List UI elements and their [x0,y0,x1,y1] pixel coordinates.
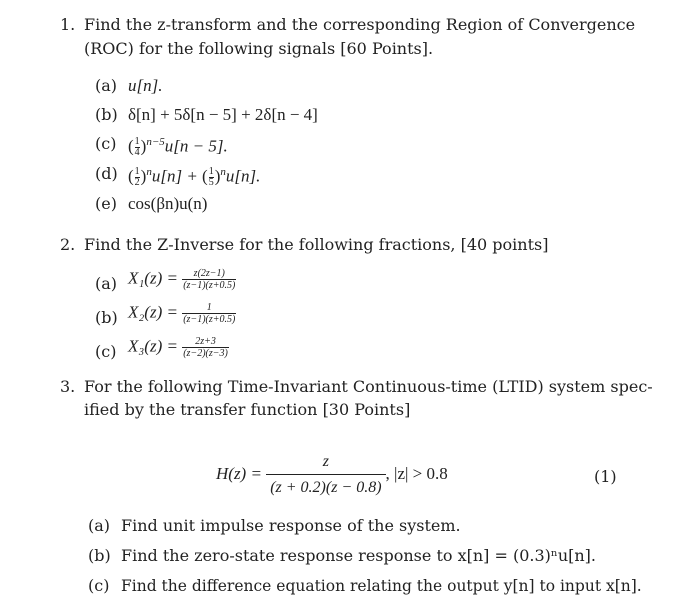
q1d-label: (d) [95,164,118,183]
q1e-label: (e) [95,194,117,213]
q1-number: 1. [60,15,76,34]
q1d-fraction-1: $\frac{1}{2}$ [134,166,140,189]
q3-transfer-function: H(z) = $\frac{z}{(z + 0.2)(z - 0.8)}$ , |z| > 0.8 [216,453,448,496]
q1c-fraction: $\frac{1}{4}$ [134,136,140,159]
q3c-text: Find the difference equation relating the output y[n] to input x[n]. [121,577,642,595]
q3-tf-fraction: $\frac{z}{(z + 0.2)(z - 0.8)}$ [266,452,385,498]
q3-number: 3. [60,377,76,396]
q1d-fraction-2: $\frac{1}{5}$ [208,166,214,189]
q1d-expr: ( $\frac{1}{2}$ )$^n$u[n] + ( $\frac{1}{5}$ )$^n$u[n]. [128,166,261,189]
q2c-fraction: $\frac{2z+3}{(z-2)(z-3)}$ [183,336,228,359]
q1-text-line2: (ROC) for the following signals [60 Points]. [84,39,434,58]
q2b-expr: X₂(z) = $\frac{1}{(z-1)(z+0.5)}$ [128,302,236,325]
q2b-fraction: $\frac{1}{(z-1)(z+0.5)}$ [183,302,236,325]
q3a-label: (a) [88,516,111,535]
q2-text-line1: Find the Z-Inverse for the following fractions, [40 points] [84,235,549,254]
q1c-expr: ( $\frac{1}{4}$ )$^{n-5}$u[n − 5]. [128,136,228,159]
q3-text-line1: For the following Time-Invariant Continuous-time (LTID) system spec- [84,377,653,396]
q3a-text: Find unit impulse response of the system. [121,516,461,535]
equation-number: (1) [594,467,617,486]
q2a-label: (a) [95,274,118,293]
q3b-label: (b) [88,546,111,565]
q3-text-line2: ified by the transfer function [30 Points] [84,400,411,419]
q1b-label: (b) [95,105,118,124]
q2c-expr: X₃(z) = $\frac{2z+3}{(z-2)(z-3)}$ [128,336,228,359]
q1b-expr: δ[n] + 5δ[n − 5] + 2δ[n − 4] [128,105,318,124]
q2a-fraction: $\frac{z(2z-1)}{(z-1)(z+0.5)}$ [183,268,236,291]
q1a-label: (a) [95,76,118,95]
q2a-expr: X₁(z) = $\frac{z(2z-1)}{(z-1)(z+0.5)}$ [128,268,236,291]
q3b-text: Find the zero-state response response to x[n] = (0.3)ⁿu[n]. [121,546,597,565]
q2c-label: (c) [95,342,117,361]
q1e-expr: cos(βn)u(n) [128,194,208,213]
q3c-label: (c) [88,576,110,595]
q1a-expr: u[n]. [128,76,163,95]
q1c-label: (c) [95,134,117,153]
q2-number: 2. [60,235,76,254]
q2b-label: (b) [95,308,118,327]
q1-text-line1: Find the z-transform and the corresponding Region of Convergence [84,15,636,34]
